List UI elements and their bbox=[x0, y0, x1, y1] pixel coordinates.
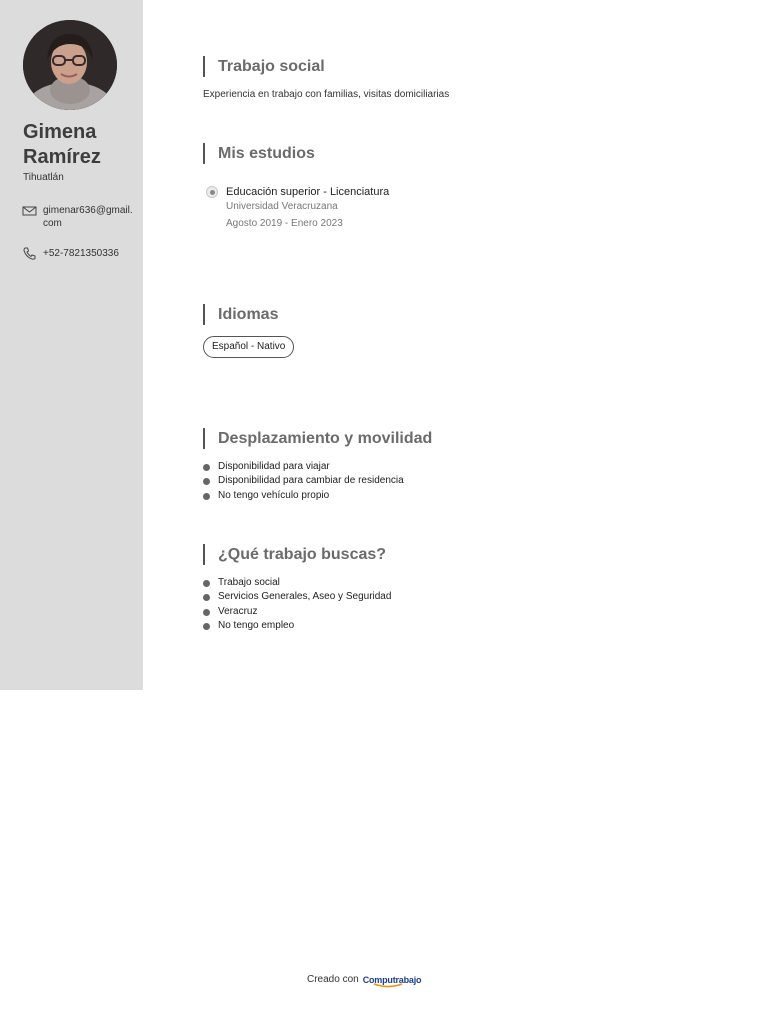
mobility-list bbox=[203, 460, 404, 503]
list-item: Trabajo social bbox=[203, 576, 391, 590]
list-item: Disponibilidad para viajar bbox=[203, 460, 404, 474]
summary-title: Trabajo social bbox=[203, 56, 325, 77]
candidate-name: Gimena Ramírez bbox=[23, 121, 101, 168]
list-item: Disponibilidad para cambiar de residencia bbox=[203, 474, 404, 488]
phone-text[interactable]: +52-7821350336 bbox=[43, 248, 119, 259]
language-tag: Español - Nativo bbox=[203, 336, 294, 358]
education-dates: Agosto 2019 - Enero 2023 bbox=[226, 218, 343, 229]
job-search-list bbox=[203, 576, 391, 633]
footer bbox=[307, 974, 421, 985]
list-item: Servicios Generales, Aseo y Seguridad bbox=[203, 590, 391, 604]
job-search-title: ¿Qué trabajo buscas? bbox=[203, 544, 386, 565]
candidate-city: Tihuatlán bbox=[23, 172, 64, 183]
avatar bbox=[23, 20, 117, 110]
education-school: Universidad Veracruzana bbox=[226, 201, 338, 212]
education-title: Mis estudios bbox=[203, 143, 315, 164]
education-degree: Educación superior - Licenciatura bbox=[226, 186, 390, 198]
brand-logo[interactable] bbox=[363, 975, 422, 985]
mail-icon bbox=[22, 204, 37, 217]
brand-swoosh-icon bbox=[373, 983, 403, 988]
email-contact bbox=[22, 204, 135, 230]
list-item: No tengo vehículo propio bbox=[203, 489, 404, 503]
summary-text: Experiencia en trabajo con familias, visitas domiciliarias bbox=[203, 89, 450, 100]
phone-icon bbox=[22, 247, 37, 260]
footer-created-with: Creado con bbox=[307, 974, 359, 985]
languages-title: Idiomas bbox=[203, 304, 278, 325]
list-item: No tengo empleo bbox=[203, 619, 391, 633]
sidebar bbox=[0, 0, 143, 690]
email-text[interactable]: gimenar636@gmail.com bbox=[43, 205, 133, 229]
phone-contact bbox=[22, 247, 135, 260]
list-item: Veracruz bbox=[203, 605, 391, 619]
brand-name: Computrabajo bbox=[362, 974, 422, 985]
mobility-title: Desplazamiento y movilidad bbox=[203, 428, 432, 449]
timeline-dot bbox=[206, 186, 218, 198]
